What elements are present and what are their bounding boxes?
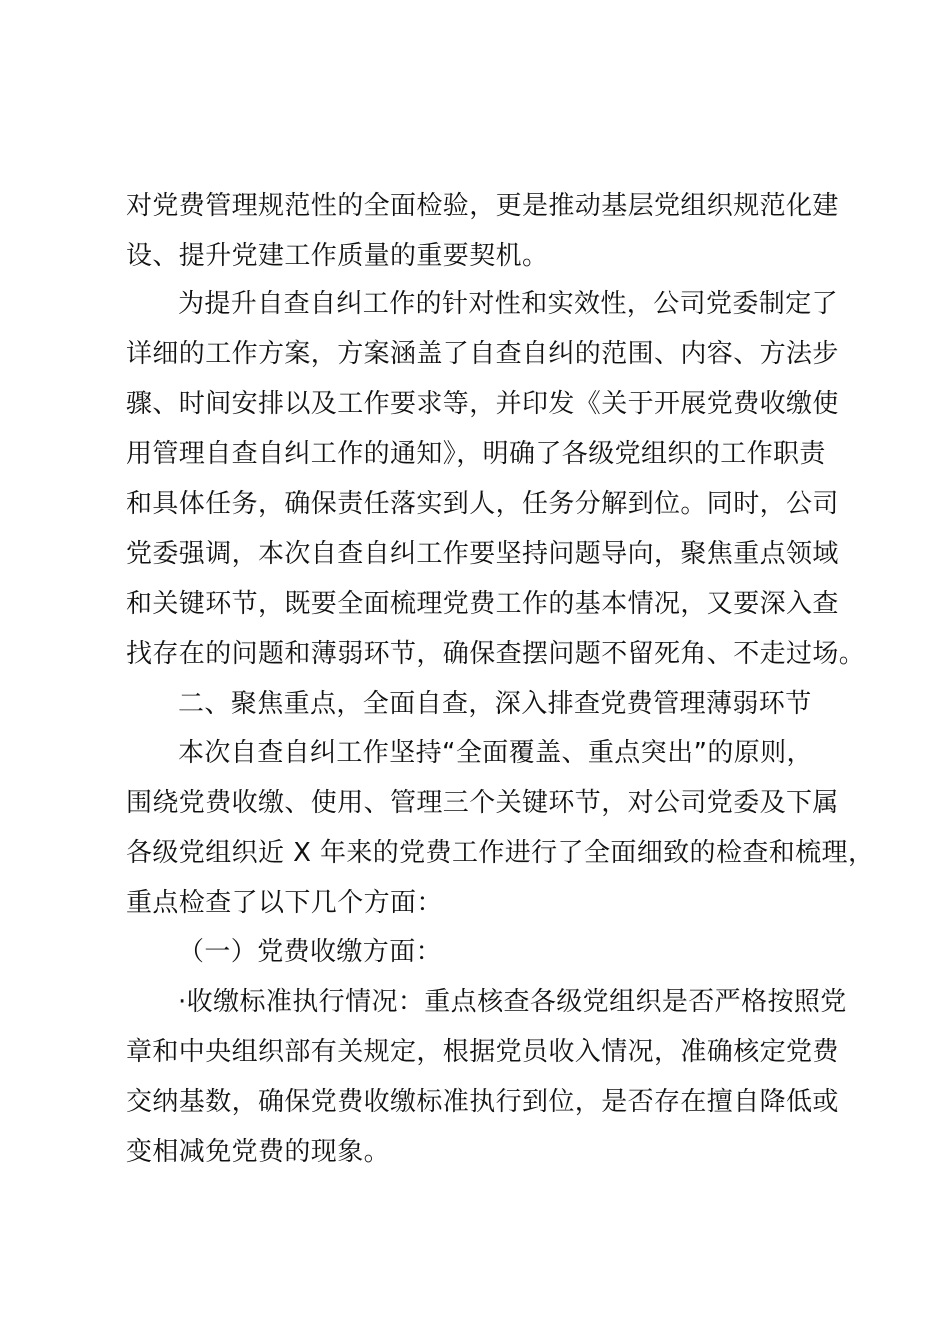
subsection-heading: （一）党费收缴方面： <box>178 937 443 967</box>
text-line-8: 党委强调，本次自查自纠工作要坚持问题导向，聚焦重点领域 <box>126 539 839 569</box>
text-line-1: 对党费管理规范性的全面检验，更是推动基层党组织规范化建 <box>126 191 839 221</box>
text-line-10: 找存在的问题和薄弱环节，确保查摆问题不留死角、不走过场。 <box>126 639 866 669</box>
text-line-20: 变相减免党费的现象。 <box>126 1137 391 1167</box>
text-line-2: 设、提升党建工作质量的重要契机。 <box>126 241 549 271</box>
text-line-19: 交纳基数，确保党费收缴标准执行到位，是否存在擅自降低或 <box>126 1087 839 1117</box>
section-heading: 二、聚焦重点，全面自查，深入排查党费管理薄弱环节 <box>178 689 812 719</box>
text-line-13: 围绕党费收缴、使用、管理三个关键环节，对公司党委及下属 <box>126 788 839 818</box>
text-line-5: 骤、时间安排以及工作要求等，并印发《关于开展党费收缴使 <box>126 389 839 419</box>
text-line-7: 和具体任务，确保责任落实到人，任务分解到位。同时，公司 <box>126 489 839 519</box>
text-line-18: 章和中央组织部有关规定，根据党员收入情况，准确核定党费 <box>126 1037 839 1067</box>
text-line-12: 本次自查自纠工作坚持“全面覆盖、重点突出”的原则， <box>178 738 813 768</box>
text-line-4: 详细的工作方案，方案涵盖了自查自纠的范围、内容、方法步 <box>126 339 839 369</box>
text-line-14: 各级党组织近 X 年来的党费工作进行了全面细致的检查和梳理， <box>126 838 875 868</box>
text-line-6: 用管理自查自纠工作的通知》，明确了各级党组织的工作职责 <box>126 439 826 469</box>
text-line-17: ·收缴标准执行情况：重点核查各级党组织是否严格按照党 <box>178 987 847 1017</box>
text-line-9: 和关键环节，既要全面梳理党费工作的基本情况，又要深入查 <box>126 589 839 619</box>
text-line-15: 重点检查了以下几个方面： <box>126 888 443 918</box>
text-line-3: 为提升自查自纠工作的针对性和实效性，公司党委制定了 <box>178 289 839 319</box>
